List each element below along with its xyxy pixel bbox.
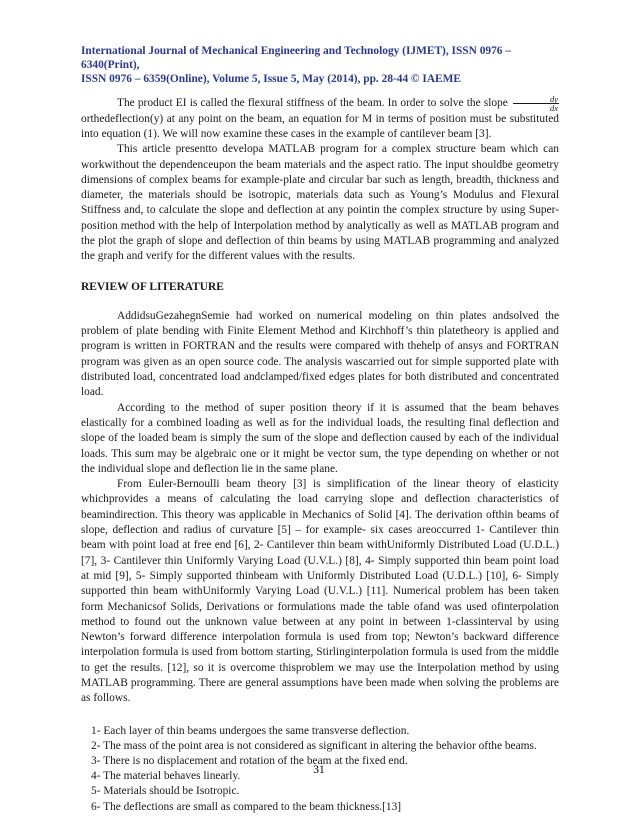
fraction-numerator: dy <box>513 95 559 104</box>
journal-header-line-1: International Journal of Mechanical Engineering and Technology (IJMET), ISSN 0976 – 6340(Print), <box>81 45 512 72</box>
list-item: 3- There is no displacement and rotation of the beam at the fixed end. <box>91 755 408 767</box>
list-item: 1- Each layer of thin beams undergoes the same transverse deflection. <box>91 724 410 737</box>
intro-text-after-fraction: orthedeflection(y) at any point on the beam, an equation for M in terms of position must be substituted into equation (1). We will now examine these cases in the example of cantilever beam [3]. <box>81 112 559 140</box>
list-item: 2- The mass of the point area is not considered as significant in altering the behavior ofthe beams. <box>91 739 537 752</box>
list-item: 4- The material behaves linearly. <box>91 770 241 783</box>
list-item: 5- Materials should be Isotropic. <box>91 785 240 798</box>
slope-fraction <box>513 95 559 112</box>
journal-header-line-2: ISSN 0976 – 6359(Online), Volume 5, Issue 5, May (2014), pp. 28-44 © IAEME <box>81 73 462 86</box>
page-number: 31 <box>313 764 325 776</box>
review-paragraph-1: AddidsuGezahegnSemie had worked on numerical modeling on thin plates andsolved the problem of plate bending with Finite Element Method and Kirchhoff’s thin platetheory is applied and program is written in FORTRAN and the results were compared with thehelp of ansys and FORTRAN program was given as an open source code. The analysis wascarried out for simple supported plate with distributed load, concentrated load andclamped/fixed edges plates for both distributed and concentrated load. <box>81 309 559 399</box>
intro-paragraph-2: This article presentto developa MATLAB program for a complex structure beam which can workwithout the dependenceupon the beam materials and the aspect ratio. The input shouldbe geometry dimensions of complex beams for example-plate and circular bar such as length, breadth, thickness and diameter, the materials should be isotropic, materials data such as Young’s Modulus and Flexural Stiffness and, to calculate the slope and deflection at any pointin the complex structure by using Super-position method with the help of Interpolation method by analytically as well as MATLAB program and the plot the graph of slope and deflection of thin beams by using MATLAB programming and analyzed the graph and verify for the different values with the results. <box>81 143 559 263</box>
list-item: 6- The deflections are small as compared to the beam thickness.[13] <box>91 800 402 813</box>
journal-header <box>81 44 559 87</box>
intro-text-before-fraction: The product EI is called the flexural stiffness of the beam. In order to solve the slope <box>117 96 511 109</box>
section-title-review: REVIEW OF LITERATURE <box>81 280 224 293</box>
review-paragraph-2: According to the method of super position theory if it is assumed that the beam behaves elastically for a combined loading as well as for the individual loads, the resulting final deflection and slope of the loaded beam is simply the sum of the slope and deflection caused by each of the individual loads. This sum may be algebraic one or it might be vector sum, the type depending on whether or not the individual slope and deflection lie in the same plane. <box>81 401 559 475</box>
review-paragraph-3: From Euler-Bernoulli beam theory [3] is simplification of the linear theory of elasticity whichprovides a means of calculating the load carrying slope and deflection characteristics of beamindirection. This theory was applicable in Mechanics of Solid [4]. The derivation ofthin beams of slope, deflection and radius of curvature [5] – for example- six cases areoccurred 1- Cantilever thin beam with point load at free end [6], 2- Cantilever thin beam withUniformly Distributed Load (U.D.L.) [7], 3- Cantilever thin Uniformly Varying Load (U.V.L.) [8], 4- Simply supported thin beam point load at mid [9], 5- Simply supported thinbeam with Uniformly Distributed Load (U.D.L.) [10], 6- Simply supported thin beam withUniformly Varying Load (U.V.L.) [11]. Numerical problem has been taken form Mechanicsof Solids, Derivations or formulations made the table ofand was used ofinterpolation method to found out the unknown value between at any point in between 1-classinterval by using Newton’s forward difference interpolation formula is used from top; Newton’s backward difference interpolation formula is used from bottom starting, Stirlinginterpolation formula is used from the middle to get the results. [12], so it is overcome thisproblem we may use the Interpolation method by using MATLAB programming. There are general assumptions have been made when solving the problems are as follows. <box>81 478 559 705</box>
fraction-denominator: dx <box>549 102 558 113</box>
intro-paragraph-1 <box>81 95 559 143</box>
